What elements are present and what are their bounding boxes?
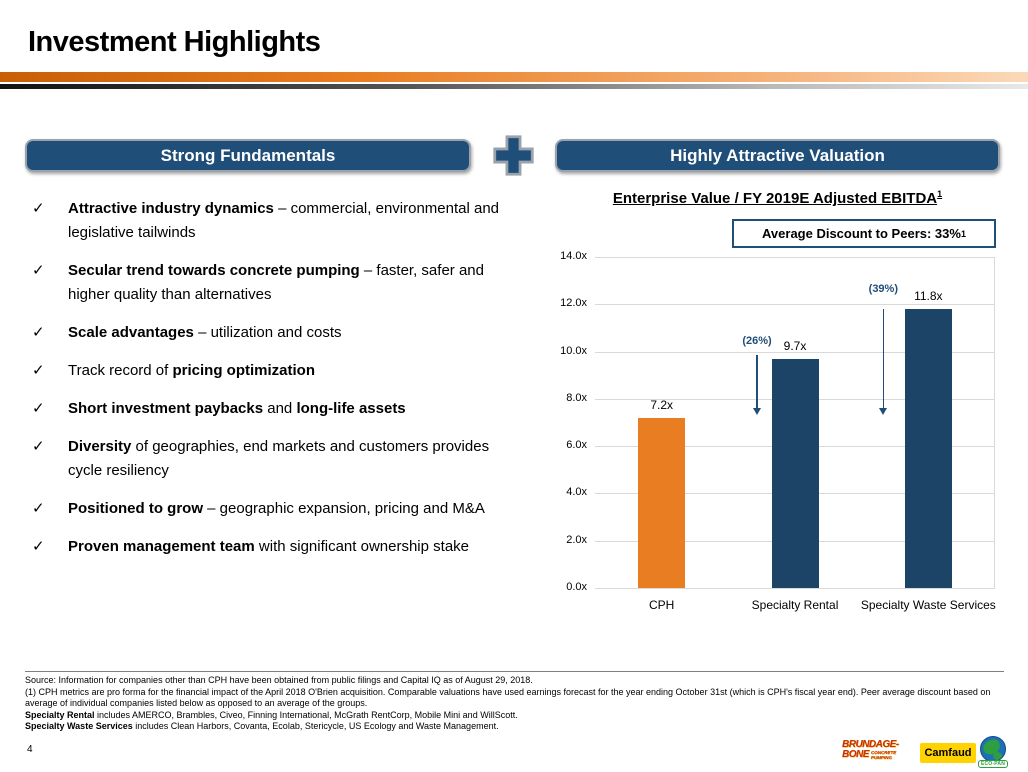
annotation-arrow-line [883,309,885,409]
list-item [32,497,518,521]
check-icon: ✓ [32,538,45,555]
orange-accent-bar [0,72,1028,82]
list-item [32,321,518,345]
y-axis-tick-label: 12.0x [560,297,587,310]
list-item-text: Proven management team with significant ownership stake [68,538,470,555]
check-icon: ✓ [32,438,45,455]
banner-highly-attractive-valuation-label: Highly Attractive Valuation [670,145,885,165]
footnote-line: Specialty Rental includes AMERCO, Brambles, Civeo, Finning International, McGrath RentCorp, Mobile Mini and WillScott. [25,709,518,720]
eco-pan-logo [978,736,1008,770]
annotation-arrow-line [756,355,758,409]
footnote-line: (1) CPH metrics are pro forma for the financial impact of the April 2018 O'Brien acquisition. Comparable valuations have used earnings forecast for the year ending October 31st (which is CPH's fiscal year end). Peer average discount based on average of individual companies listed below as opposed to an average of the groups. [25,686,991,708]
brundage-bone-logo-sub2: PUMPING [870,754,892,760]
y-axis-tick-label: 4.0x [566,486,587,499]
x-axis-category-label: Specialty Waste Services [860,598,996,612]
brundage-bone-logo-sub1: CONCRETE [870,750,897,755]
list-item-text: Short investment paybacks and long-life assets [68,400,406,417]
camfaud-logo-text: Camfaud [924,747,972,759]
footer-divider [25,671,1004,672]
y-axis-tick-label: 0.0x [566,581,587,593]
chart-title-text: Enterprise Value / FY 2019E Adjusted EBITDA [612,190,938,207]
list-item-text: Track record of pricing optimization [68,362,315,379]
gridline [595,257,995,258]
check-icon: ✓ [32,200,45,217]
brundage-bone-logo [842,740,916,767]
gridline [595,304,995,305]
discount-label: Average Discount to Peers: 33% [762,226,961,241]
bar-CPH [638,418,685,588]
y-axis-tick-label: 2.0x [566,533,587,546]
chart-title [555,190,1000,207]
footnote-line: Specialty Waste Services includes Clean Harbors, Covanta, Ecolab, Stericycle, US Ecology and Waste Management. [25,721,499,731]
annotation-arrow-head [753,408,761,415]
bar-value-label: 11.8x [914,289,943,303]
check-icon: ✓ [32,262,45,279]
page-title: Investment Highlights [28,26,321,58]
footnotes [25,675,1011,733]
dark-accent-bar [0,84,1028,89]
list-item-text: Scale advantages – utilization and costs [68,324,342,341]
banner-highly-attractive-valuation [555,139,1000,172]
brundage-bone-logo-line1: BRUNDAGE- [842,739,899,750]
y-axis-tick-label: 6.0x [566,439,587,452]
list-item-text: Diversity of geographies, end markets and customers provides cycle resiliency [68,438,490,479]
list-item-text: Attractive industry dynamics – commercial, environmental and legislative tailwinds [68,200,500,241]
check-icon: ✓ [32,324,45,341]
fundamentals-list [32,197,518,573]
x-axis-category-label: Specialty Rental [751,598,839,612]
ebitda-bar-chart [560,250,996,612]
plus-icon [491,133,536,178]
chart-title-footnote-marker: 1 [937,189,943,199]
bar-Specialty Rental [772,359,819,588]
bar-value-label: 7.2x [650,397,673,412]
list-item [32,359,518,383]
annotation-arrow-head [879,408,887,415]
banner-strong-fundamentals [25,139,471,172]
check-icon: ✓ [32,362,45,379]
eco-pan-logo-text: ECO-PAN [978,760,1008,768]
check-icon: ✓ [32,400,45,417]
y-axis-tick-label: 14.0x [560,250,587,262]
list-item [32,397,518,421]
list-item-text: Secular trend towards concrete pumping – faster, safer and higher quality than alternatives [68,262,484,303]
discount-annotation: (39%) [868,283,898,296]
list-item [32,259,518,307]
x-axis-category-label: CPH [649,598,675,612]
list-item [32,197,518,245]
bar-value-label: 9.7x [783,338,807,353]
discount-box: Average Discount to Peers: 33% 1 [732,219,996,248]
bar-Specialty Waste Services [905,309,952,588]
y-axis-tick-label: 8.0x [566,391,587,404]
gridline [595,588,995,589]
globe-icon [980,736,1006,762]
brundage-bone-logo-line2: BONE [842,749,869,760]
check-icon: ✓ [32,500,45,517]
list-item [32,435,518,483]
camfaud-logo [920,743,976,763]
y-axis-tick-label: 10.0x [560,344,587,357]
discount-annotation: (26%) [742,335,772,348]
list-item [32,535,518,559]
footnote-line: Source: Information for companies other than CPH have been obtained from public filings and Capital IQ as of August 29, 2018. [25,675,533,685]
banner-strong-fundamentals-label: Strong Fundamentals [160,145,336,165]
page-number: 4 [27,744,33,755]
list-item-text: Positioned to grow – geographic expansion, pricing and M&A [68,500,485,517]
plot-right-border [994,257,995,588]
